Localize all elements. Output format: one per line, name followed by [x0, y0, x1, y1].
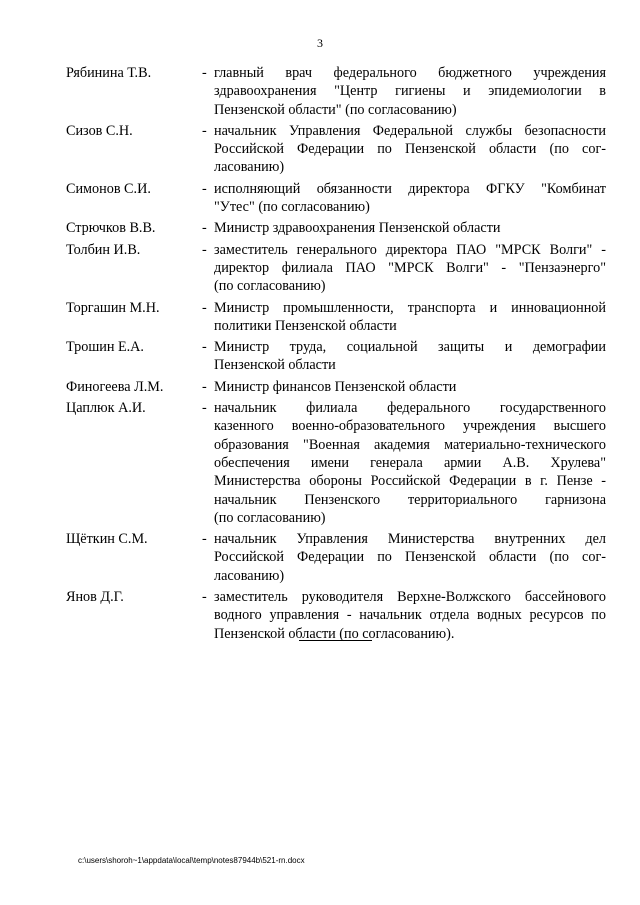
- member-dash: -: [202, 378, 207, 395]
- role-line: (по согласованию): [214, 278, 326, 295]
- member-dash: -: [202, 589, 207, 606]
- member-entry: [66, 530, 606, 585]
- member-role: [214, 399, 606, 527]
- role-line: Пензенской области (по согласованию).: [214, 625, 455, 642]
- member-role: [214, 588, 606, 643]
- role-line: начальник Управления Федеральной службы безопасности: [214, 122, 606, 139]
- member-name: Янов Д.Г.: [66, 589, 124, 606]
- member-entry: [66, 219, 606, 237]
- role-line: Пензенской области: [214, 357, 336, 374]
- role-line: политики Пензенской области: [214, 317, 397, 334]
- role-line: образования "Военная академия материально-технического: [214, 436, 606, 453]
- member-dash: -: [202, 220, 207, 237]
- member-role: [214, 241, 606, 296]
- role-line: Министр здравоохранения Пензенской области: [214, 220, 501, 237]
- role-line: ласованию): [214, 159, 285, 176]
- member-dash: -: [202, 65, 207, 81]
- member-role: [214, 299, 606, 336]
- divider-line: [299, 640, 372, 641]
- member-entry: [66, 64, 606, 119]
- member-dash: -: [202, 339, 207, 356]
- role-line: "Утес" (по согласованию): [214, 199, 370, 216]
- role-line: Министр труда, социальной защиты и демографии: [214, 339, 606, 356]
- member-role: [214, 64, 606, 119]
- role-line: здравоохранения "Центр гигиены и эпидемиологии в: [214, 83, 606, 100]
- member-name: Торгашин М.Н.: [66, 299, 160, 316]
- member-entry: [66, 588, 606, 643]
- role-line: директор филиала ПАО "МРСК Волги" - "Пензаэнерго": [214, 259, 606, 276]
- member-dash: -: [202, 241, 207, 258]
- file-path: c:\users\shoroh~1\appdata\local\temp\notes87944b\521-rn.docx: [78, 856, 305, 865]
- role-line: Министр промышленности, транспорта и инновационной: [214, 299, 606, 316]
- member-role: [214, 338, 606, 375]
- member-entry: [66, 299, 606, 336]
- member-role: [214, 530, 606, 585]
- role-line: Пензенской области" (по согласованию): [214, 101, 457, 118]
- member-dash: -: [202, 122, 207, 139]
- member-name: Цаплюк А.И.: [66, 400, 146, 417]
- member-name: Рябинина Т.В.: [66, 65, 152, 81]
- members-list: [66, 64, 606, 646]
- member-entry: [66, 180, 606, 217]
- role-line: казенного военно-образовательного учреждения высшего: [214, 418, 606, 435]
- role-line: главный врач федерального бюджетного учреждения: [214, 65, 606, 81]
- member-entry: [66, 122, 606, 177]
- role-line: заместитель руководителя Верхне-Волжского бассейнового: [214, 589, 606, 606]
- role-line: обеспечения имени генерала армии А.В. Хрулева": [214, 454, 606, 471]
- member-entry: [66, 378, 606, 396]
- member-entry: [66, 241, 606, 296]
- role-line: начальник Пензенского территориального гарнизона: [214, 491, 606, 508]
- member-entry: [66, 399, 606, 527]
- role-line: заместитель генерального директора ПАО "МРСК Волги" -: [214, 241, 606, 258]
- member-name: Стрючков В.В.: [66, 220, 156, 237]
- role-line: Российской Федерации по Пензенской области (по сог-: [214, 141, 606, 158]
- role-line: ласованию): [214, 567, 285, 584]
- member-name: Симонов С.И.: [66, 180, 151, 197]
- role-line: начальник Управления Министерства внутренних дел: [214, 531, 606, 548]
- page-number: 3: [317, 36, 323, 50]
- role-line: начальник филиала федерального государственного: [214, 400, 606, 417]
- member-name: Финогеева Л.М.: [66, 378, 164, 395]
- member-entry: [66, 338, 606, 375]
- member-role: [214, 378, 606, 396]
- role-line: Министр финансов Пензенской области: [214, 378, 457, 395]
- member-name: Щёткин С.М.: [66, 531, 148, 548]
- role-line: Министерства обороны Российской Федерации в г. Пензе -: [214, 473, 606, 490]
- role-line: Российской Федерации по Пензенской области (по сог-: [214, 549, 606, 566]
- member-role: [214, 180, 606, 217]
- member-name: Сизов С.Н.: [66, 122, 133, 139]
- member-dash: -: [202, 180, 207, 197]
- member-dash: -: [202, 531, 207, 548]
- role-line: исполняющий обязанности директора ФГКУ "Комбинат: [214, 180, 606, 197]
- member-dash: -: [202, 299, 207, 316]
- member-name: Трошин Е.А.: [66, 339, 144, 356]
- role-line: (по согласованию): [214, 509, 326, 526]
- member-role: [214, 219, 606, 237]
- member-dash: -: [202, 400, 207, 417]
- member-role: [214, 122, 606, 177]
- member-name: Толбин И.В.: [66, 241, 141, 258]
- role-line: водного управления - начальник отдела водных ресурсов по: [214, 607, 606, 624]
